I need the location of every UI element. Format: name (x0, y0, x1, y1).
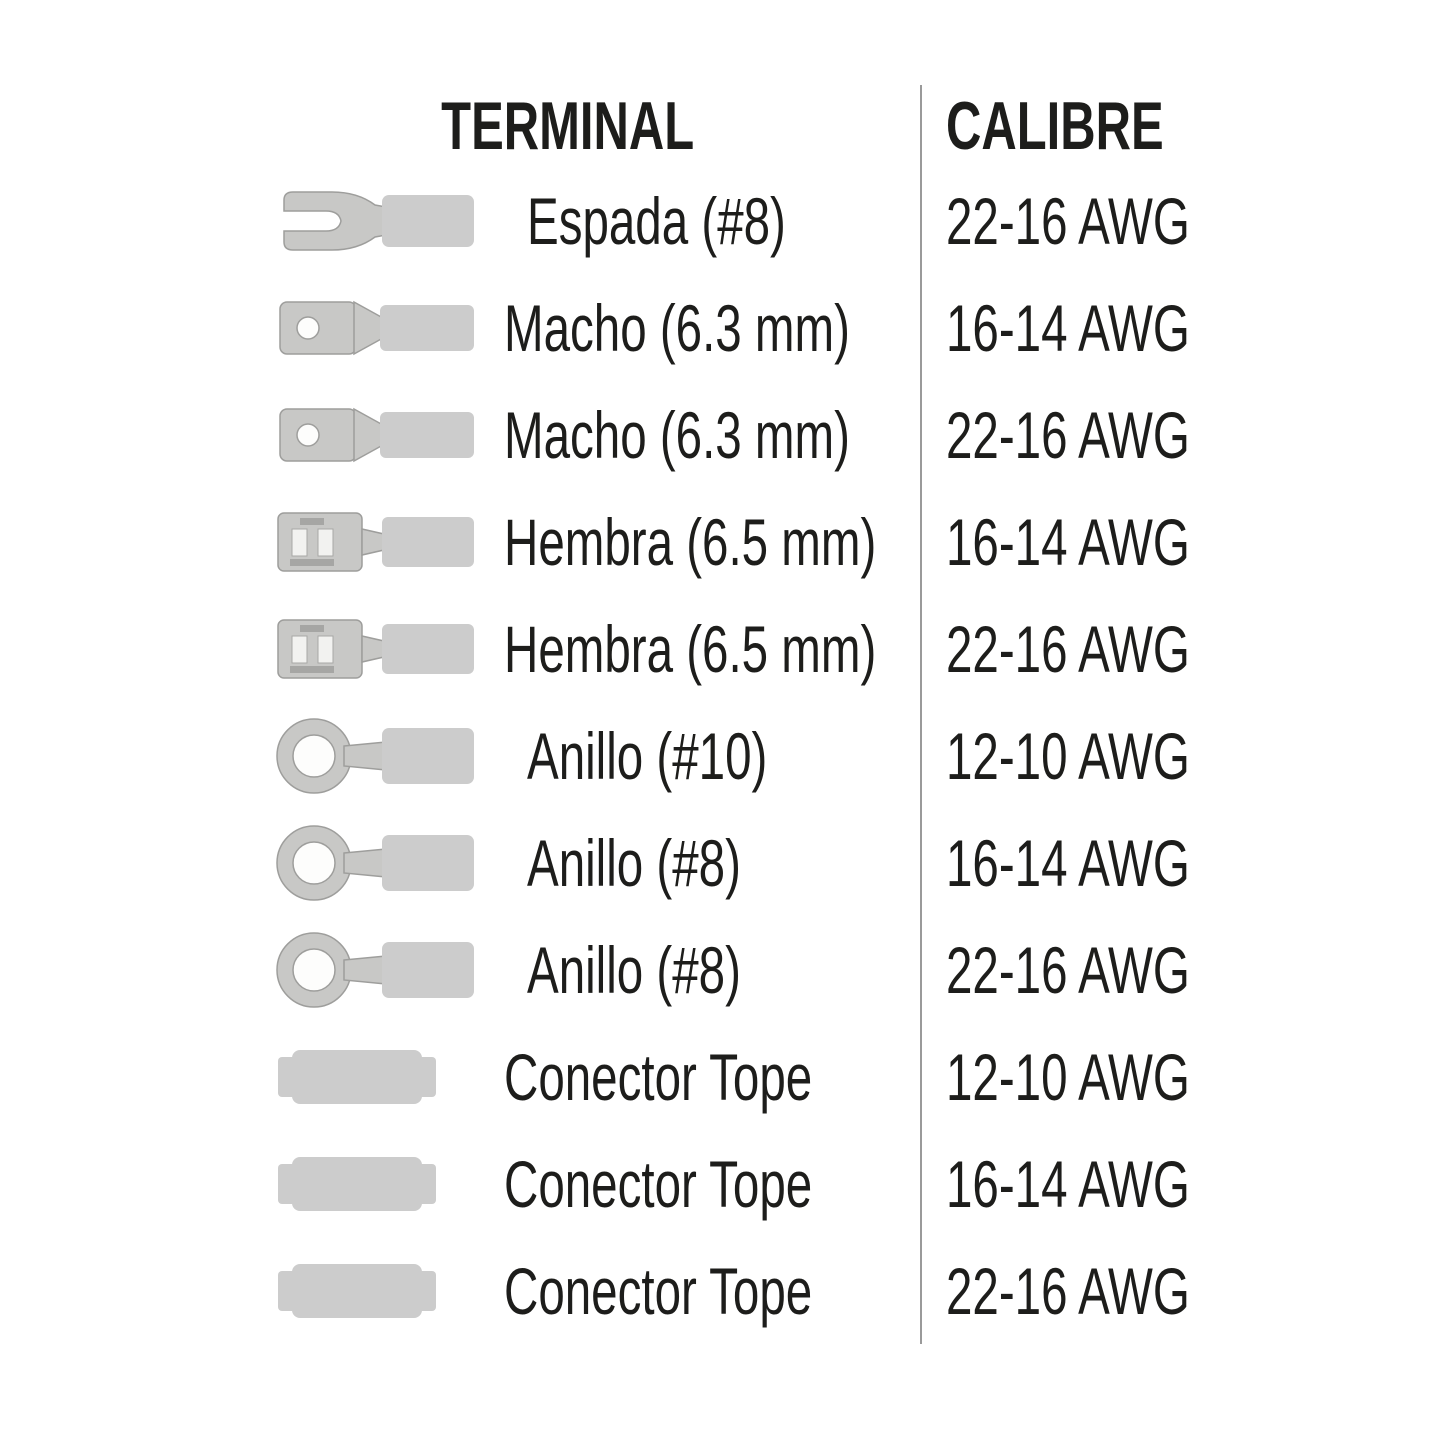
table-row (270, 595, 920, 702)
female-terminal-red-image (270, 596, 482, 702)
calibre-header-label: CALIBRE (946, 88, 1164, 164)
spade-terminal-red-image (270, 168, 482, 274)
gauge-row (946, 702, 1422, 809)
terminal-image-cell (270, 1237, 482, 1344)
terminal-label: Hembra (6.5 mm) (504, 504, 877, 579)
terminal-label-cell (505, 718, 861, 793)
male-terminal-blue-image (270, 275, 482, 381)
terminal-label: Macho (6.3 mm) (504, 397, 850, 472)
table-row (270, 488, 920, 595)
table-row (270, 1237, 920, 1344)
gauge-value: 22-16 AWG (946, 1253, 1190, 1328)
butt-connector-blue-image (270, 1131, 482, 1237)
gauge-value: 22-16 AWG (946, 932, 1190, 1007)
terminal-image-cell (270, 1130, 482, 1237)
terminal-label: Conector Tope (504, 1039, 813, 1114)
terminal-header (270, 85, 920, 167)
table-row (270, 702, 920, 809)
calibre-header (946, 85, 1422, 167)
terminal-image-cell (270, 381, 482, 488)
table-row (270, 1130, 920, 1237)
terminal-header-label: TERMINAL (441, 88, 694, 164)
gauge-row (946, 167, 1422, 274)
terminal-label: Anillo (#8) (527, 825, 741, 900)
terminal-spec-table (270, 85, 1422, 1344)
gauge-row (946, 274, 1422, 381)
terminal-image-cell (270, 702, 505, 809)
gauge-row (946, 916, 1422, 1023)
terminal-label: Conector Tope (504, 1253, 813, 1328)
ring-terminal-yellow-image (270, 703, 482, 809)
gauge-row (946, 1130, 1422, 1237)
terminal-image-cell (270, 167, 505, 274)
terminal-label-cell (482, 1253, 932, 1328)
terminal-label-cell (505, 825, 824, 900)
gauge-row (946, 809, 1422, 916)
male-terminal-red-image (270, 382, 482, 488)
table-row (270, 274, 920, 381)
ring-terminal-blue-image (270, 917, 482, 1023)
terminal-label-cell (482, 1039, 932, 1114)
gauge-value: 16-14 AWG (946, 504, 1190, 579)
terminal-label-cell (505, 183, 887, 258)
terminal-image-cell (270, 1023, 482, 1130)
gauge-value: 16-14 AWG (946, 825, 1190, 900)
butt-connector-yellow-image (270, 1024, 482, 1130)
gauge-row (946, 488, 1422, 595)
gauge-value: 22-16 AWG (946, 611, 1190, 686)
female-terminal-blue-image (270, 489, 482, 595)
terminal-label: Espada (#8) (527, 183, 786, 258)
butt-connector-red-image (270, 1238, 482, 1344)
table-row (270, 916, 920, 1023)
table-row (270, 167, 920, 274)
gauge-value: 22-16 AWG (946, 183, 1190, 258)
terminal-label-cell (482, 290, 984, 365)
gauge-row (946, 381, 1422, 488)
gauge-value: 16-14 AWG (946, 290, 1190, 365)
gauge-row (946, 595, 1422, 702)
terminal-label: Conector Tope (504, 1146, 813, 1221)
terminal-image-cell (270, 488, 482, 595)
gauge-value: 22-16 AWG (946, 397, 1190, 472)
terminal-image-cell (270, 595, 482, 702)
terminal-label: Hembra (6.5 mm) (504, 611, 877, 686)
terminal-image-cell (270, 274, 482, 381)
gauge-value: 16-14 AWG (946, 1146, 1190, 1221)
terminal-rows (270, 167, 920, 1344)
ring-terminal-red-image (270, 810, 482, 916)
terminal-image-cell (270, 916, 505, 1023)
table-row (270, 809, 920, 916)
gauge-value: 12-10 AWG (946, 1039, 1190, 1114)
terminal-label: Anillo (#10) (527, 718, 768, 793)
gauge-row (946, 1237, 1422, 1344)
gauge-row (946, 1023, 1422, 1130)
terminal-column (270, 85, 920, 1344)
table-row (270, 1023, 920, 1130)
terminal-label-cell (482, 1146, 932, 1221)
terminal-label-cell (505, 932, 824, 1007)
calibre-column (922, 85, 1422, 1344)
table-row (270, 381, 920, 488)
gauge-value: 12-10 AWG (946, 718, 1190, 793)
terminal-label: Macho (6.3 mm) (504, 290, 850, 365)
terminal-image-cell (270, 809, 505, 916)
terminal-label: Anillo (#8) (527, 932, 741, 1007)
calibre-rows (946, 167, 1422, 1344)
terminal-label-cell (482, 397, 984, 472)
